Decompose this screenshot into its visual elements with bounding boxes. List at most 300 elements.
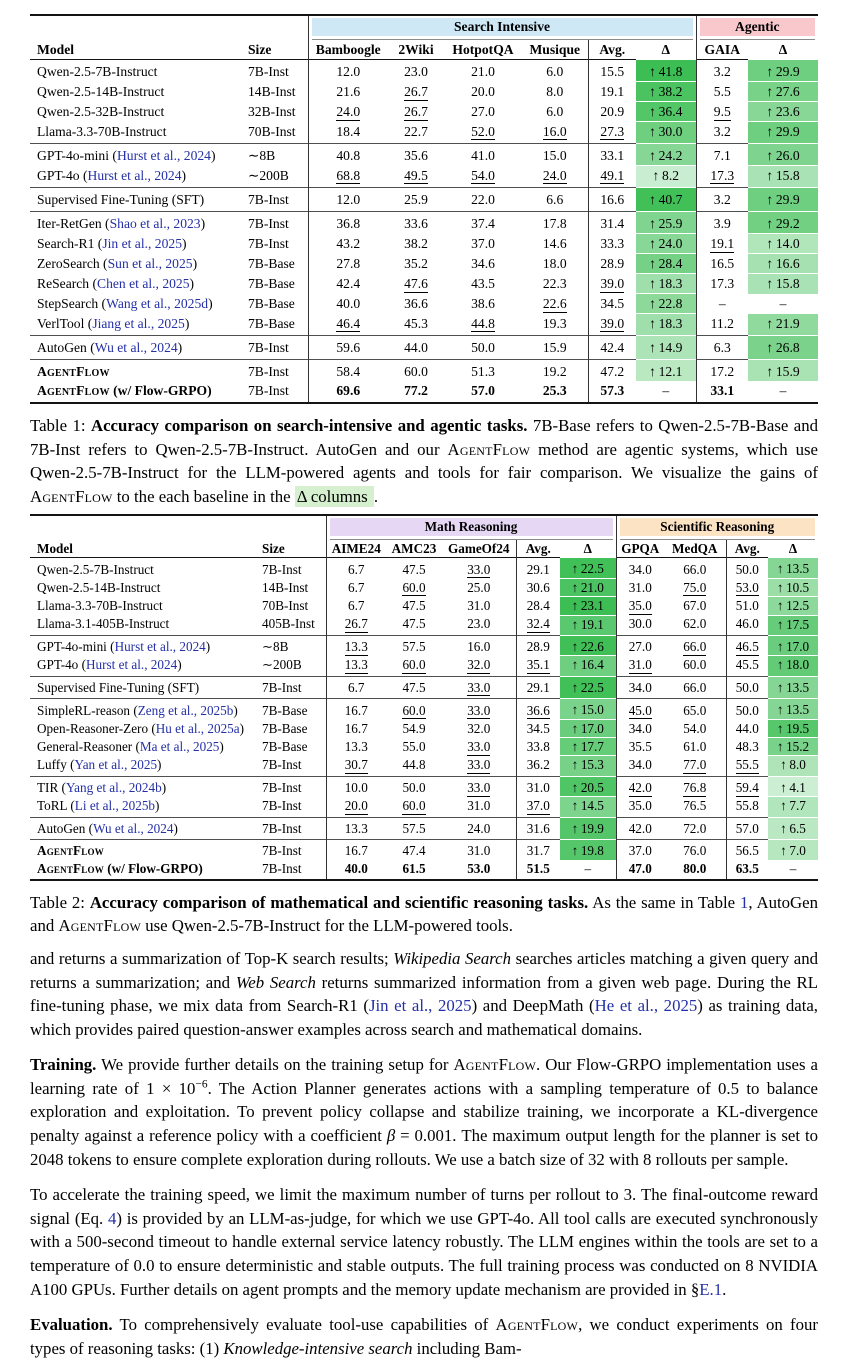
- underlined-score: 33.0: [467, 739, 491, 755]
- underlined-score: 44.8: [471, 315, 495, 331]
- model-name: Qwen-2.5-7B-Instruct: [37, 64, 158, 80]
- model-name-cell: GPT-4o (Hurst et al., 2024): [37, 657, 182, 673]
- model-name-cell: Luffy (Yan et al., 2025): [37, 757, 162, 773]
- score-cell: 76.0: [664, 840, 726, 860]
- score-cell: 16.5: [710, 256, 735, 271]
- underlined-score: 54.0: [471, 167, 495, 183]
- delta-gain-cell: ↑ 22.5: [560, 558, 616, 578]
- citation-link[interactable]: Wang et al., 2025d: [106, 296, 209, 311]
- citation-link[interactable]: Yang et al., 2024b: [65, 780, 162, 796]
- score-cell: [588, 381, 636, 403]
- score-cell: 20.0: [471, 84, 495, 99]
- underlined-score: 33.0: [467, 561, 491, 577]
- score-cell: 50.0: [735, 702, 759, 718]
- score-cell: 38.6: [471, 296, 495, 311]
- score-cell: 50.0: [471, 340, 495, 355]
- citation-link[interactable]: Shao et al., 2023: [109, 216, 201, 232]
- underlined-score: 35.1: [526, 657, 550, 673]
- table-row: [30, 817, 818, 839]
- model-name-cell: [30, 840, 262, 860]
- text-segment: AgentFlow: [30, 486, 113, 506]
- text-segment: returns summarized information from a given web page. During the RL fine-tuning phase, we mix data from Search-R1 (: [30, 972, 818, 1016]
- model-name: AutoGen: [37, 820, 86, 836]
- model-size-cell: 7B-Inst: [248, 360, 308, 382]
- underlined-score: 75.0: [683, 579, 707, 595]
- score-value: 57.3: [600, 383, 625, 398]
- score-cell: 12.0: [336, 64, 361, 80]
- model-size-cell: 7B-Inst: [248, 336, 308, 360]
- score-cell: 10.0: [344, 780, 368, 796]
- delta-gain-cell: ↑ 15.8: [748, 166, 818, 188]
- score-cell: [386, 578, 442, 596]
- group-label: Agentic: [700, 18, 816, 36]
- model-name-cell: [30, 102, 248, 122]
- delta-gain-cell: ↑ 19.8: [560, 840, 616, 860]
- score-cell: 44.8: [402, 757, 426, 773]
- score-cell: [386, 699, 442, 719]
- score-cell: [308, 381, 388, 403]
- delta-gain-cell: ↑ 12.1: [636, 360, 696, 382]
- score-cell: 14.6: [522, 234, 588, 254]
- text-segment: −6: [195, 1078, 208, 1091]
- table-row: [30, 212, 818, 234]
- delta-gain-cell: ↑ 24.0: [636, 234, 696, 254]
- score-cell: [726, 756, 768, 776]
- score-cell: 25.9: [404, 192, 428, 207]
- score-cell: 44.0: [404, 340, 428, 355]
- model-name-cell: [30, 188, 248, 212]
- score-cell: 29.1: [526, 561, 550, 577]
- model-name-cell: [30, 578, 262, 596]
- score-cell: 57.5: [402, 820, 426, 836]
- model-size-cell: 14B-Inst: [262, 578, 326, 596]
- score-cell: 8.0: [522, 82, 588, 102]
- score-cell: 40.8: [336, 148, 361, 164]
- score-cell: [616, 597, 664, 615]
- citation-link[interactable]: Yan et al., 2025: [74, 757, 158, 773]
- table-2-caption: [30, 891, 818, 938]
- model-name-cell: [30, 558, 262, 578]
- table-row: [30, 578, 818, 596]
- table-row: [30, 166, 818, 188]
- model-name-cell: [30, 615, 262, 635]
- score-cell: 16.7: [344, 702, 368, 718]
- score-cell: 27.0: [628, 639, 652, 655]
- score-cell: 18.4: [336, 123, 361, 139]
- score-cell: [616, 656, 664, 676]
- score-cell: 31.0: [628, 579, 652, 595]
- score-cell: 25.0: [442, 578, 516, 596]
- score-cell: 61.0: [664, 738, 726, 756]
- model-name: Llama-3.3-70B-Instruct: [37, 123, 167, 139]
- underlined-score: 45.0: [628, 702, 652, 718]
- underlined-score: 68.8: [336, 167, 361, 183]
- score-cell: –: [779, 383, 787, 398]
- score-cell: 66.0: [664, 558, 726, 578]
- score-cell: 31.7: [526, 843, 550, 859]
- ref-link[interactable]: 4: [108, 1208, 117, 1228]
- group-header-row: [30, 515, 818, 540]
- delta-gain-cell: ↑ 29.9: [748, 188, 818, 212]
- underlined-score: 39.0: [600, 315, 625, 331]
- table-row: [30, 144, 818, 166]
- model-name-cell: [30, 360, 248, 382]
- score-cell: [326, 636, 386, 656]
- column-header: AMC23: [391, 541, 437, 556]
- column-header: Avg.: [599, 42, 626, 57]
- model-name-cell: Iter-RetGen (Shao et al., 2023): [37, 216, 206, 232]
- score-cell: 43.5: [471, 276, 495, 291]
- model-name: Iter-RetGen: [37, 216, 102, 232]
- column-header: Musique: [522, 40, 588, 60]
- score-cell: 23.0: [442, 615, 516, 635]
- delta-gain-cell: ↑ 19.5: [768, 719, 818, 737]
- table-row: [30, 797, 818, 817]
- citation-link[interactable]: Hurst et al., 2024: [116, 148, 211, 164]
- column-header: 2Wiki: [398, 42, 434, 57]
- model-size-cell: 14B-Inst: [248, 82, 308, 102]
- score-cell: [664, 860, 726, 880]
- text-segment: Table 2:: [30, 892, 90, 912]
- score-cell: 7.1: [713, 148, 731, 164]
- column-header: GPQA: [621, 541, 660, 556]
- score-cell: 6.0: [522, 60, 588, 82]
- column-header: Avg.: [525, 541, 551, 556]
- model-size-cell: 7B-Base: [262, 738, 326, 756]
- score-cell: 32.0: [442, 719, 516, 737]
- score-cell: 30.6: [526, 579, 550, 595]
- model-name-cell: AutoGen (Wu et al., 2024): [37, 340, 183, 355]
- model-name: ReSearch: [37, 276, 90, 291]
- delta-gain-cell: ↑ 17.0: [560, 719, 616, 737]
- score-cell: [522, 166, 588, 188]
- citation-link[interactable]: Jin et al., 2025: [102, 236, 182, 251]
- ref-link[interactable]: 1: [739, 892, 749, 912]
- citation-link[interactable]: Wu et al., 2024: [94, 340, 178, 355]
- score-cell: 34.5: [600, 296, 625, 311]
- text-segment: and returns a summarization of Top-K search results;: [30, 948, 394, 968]
- table-row: [30, 381, 818, 403]
- score-cell: 19.2: [522, 360, 588, 382]
- model-name-cell: [30, 676, 262, 698]
- delta-gain-cell: ↑ 23.1: [560, 597, 616, 615]
- score-cell: [326, 756, 386, 776]
- score-cell: 28.9: [526, 639, 550, 655]
- score-cell: 36.8: [336, 216, 361, 232]
- model-name: GPT-4o: [37, 657, 79, 673]
- group-label: Search Intensive: [312, 18, 693, 36]
- score-cell: [696, 234, 748, 254]
- score-cell: [726, 776, 768, 796]
- model-size-cell: 7B-Inst: [262, 558, 326, 578]
- column-header: Δ: [636, 40, 696, 60]
- model-name-cell: [30, 82, 248, 102]
- citation-link[interactable]: Sun et al., 2025: [107, 256, 193, 271]
- delta-gain-cell: ↑ 24.2: [636, 144, 696, 166]
- table-row: [30, 558, 818, 578]
- text-segment: Wikipedia Search: [393, 948, 511, 968]
- citation-link[interactable]: Hurst et al., 2024: [114, 639, 206, 655]
- score-cell: 3.2: [713, 64, 731, 80]
- delta-gain-cell: ↑ 30.0: [636, 122, 696, 144]
- citation-link[interactable]: Wu et al., 2024: [93, 820, 174, 836]
- score-cell: 57.0: [735, 820, 759, 836]
- model-size-cell: 7B-Base: [262, 699, 326, 719]
- score-cell: 31.0: [442, 797, 516, 817]
- score-cell: 23.0: [404, 64, 428, 80]
- score-value: 77.2: [404, 383, 428, 398]
- score-cell: –: [718, 296, 726, 311]
- delta-gain-cell: ↑ 38.2: [636, 82, 696, 102]
- text-segment: = 0.001. The maximum output length for the planner is set to 2048 tokens to ensure complete exploration during rollouts. We use a batch size of 32 with 8 rollouts per sample.: [30, 1126, 819, 1169]
- delta-gain-cell: ↑ 14.9: [636, 336, 696, 360]
- column-header-row: [30, 540, 818, 558]
- table-row: [30, 840, 818, 860]
- delta-gain-cell: ↑ 27.6: [748, 82, 818, 102]
- model-size-cell: 7B-Inst: [262, 756, 326, 776]
- citation-link[interactable]: Hurst et al., 2024: [85, 657, 178, 673]
- table-row: [30, 360, 818, 382]
- score-value: 57.0: [471, 383, 495, 398]
- score-value: 40.0: [344, 860, 368, 876]
- score-cell: 42.4: [336, 276, 361, 291]
- table-row: [30, 636, 818, 656]
- score-cell: [388, 381, 444, 403]
- score-cell: 3.2: [713, 192, 731, 207]
- underlined-score: 19.1: [710, 236, 735, 251]
- text-segment: ) as training data, which provides paired question-answer examples across search and mathematical domains.: [30, 996, 819, 1039]
- column-header: HotpotQA: [452, 42, 514, 57]
- text-segment: ) and DeepMath (: [471, 996, 595, 1016]
- score-cell: 15.9: [522, 336, 588, 360]
- underlined-score: 27.3: [600, 123, 625, 139]
- score-cell: 28.4: [526, 598, 550, 614]
- score-cell: [442, 738, 516, 756]
- text-segment: Accuracy comparison of mathematical and scientific reasoning tasks.: [89, 892, 589, 912]
- delta-gain-cell: ↑ 40.7: [636, 188, 696, 212]
- text-segment: including Bam-: [412, 1338, 522, 1358]
- underlined-score: 42.0: [628, 780, 652, 796]
- citation-link[interactable]: Hurst et al., 2024: [87, 167, 182, 183]
- underlined-score: 53.0: [735, 579, 759, 595]
- score-cell: 33.3: [600, 236, 625, 251]
- text-segment: 7B-Base refers to Qwen-2.5-7B-Base and 7B-Inst refers to Qwen-2.5-7B-Instruct. AutoGen and our: [30, 416, 818, 459]
- score-cell: 51.3: [471, 364, 495, 379]
- score-cell: [444, 166, 522, 188]
- text-segment: As the same in Table: [588, 892, 740, 912]
- score-cell: [442, 558, 516, 578]
- score-cell: 15.0: [522, 144, 588, 166]
- citation-link[interactable]: Hu et al., 2025a: [155, 720, 240, 736]
- score-cell: 36.6: [404, 296, 428, 311]
- underlined-score: 13.3: [344, 657, 368, 673]
- text-segment: Knowledge-intensive search: [223, 1338, 413, 1358]
- underlined-score: 60.0: [402, 579, 426, 595]
- underlined-score: 33.0: [467, 757, 491, 773]
- score-cell: [588, 166, 636, 188]
- delta-gain-cell: ↑ 18.3: [636, 314, 696, 336]
- text-segment: AgentFlow: [495, 1315, 579, 1335]
- model-name: AutoGen: [37, 340, 87, 355]
- delta-gain-cell: ↑ 12.5: [768, 597, 818, 615]
- column-group-header: [696, 15, 818, 40]
- model-name: Llama-3.1-405B-Instruct: [37, 616, 170, 632]
- score-cell: 34.0: [628, 720, 652, 736]
- text-segment: , AutoGen and: [30, 892, 818, 936]
- table-row: [30, 676, 818, 698]
- model-size-cell: 7B-Base: [248, 314, 308, 336]
- column-group-header: [616, 515, 818, 540]
- score-cell: 40.0: [336, 296, 361, 311]
- table-row: [30, 699, 818, 719]
- score-cell: [308, 314, 388, 336]
- text-segment: AgentFlow: [58, 916, 142, 936]
- underlined-score: 55.5: [735, 757, 759, 773]
- delta-gain-cell: ↑ 16.4: [560, 656, 616, 676]
- score-cell: 21.0: [471, 64, 495, 80]
- underlined-score: 26.7: [344, 616, 368, 632]
- score-cell: [326, 615, 386, 635]
- citation-link[interactable]: Li et al., 2025b: [74, 798, 156, 814]
- citation-link[interactable]: Jiang et al., 2025: [92, 315, 185, 331]
- model-size-cell: 7B-Inst: [262, 840, 326, 860]
- score-cell: 38.2: [404, 236, 428, 251]
- score-cell: 58.4: [336, 364, 361, 379]
- delta-gain-cell: ↑ 15.9: [748, 360, 818, 382]
- score-cell: 47.5: [402, 616, 426, 632]
- score-cell: [696, 381, 748, 403]
- model-size-cell: 7B-Inst: [262, 776, 326, 796]
- score-cell: 59.6: [336, 340, 361, 355]
- model-size-cell: 70B-Inst: [262, 597, 326, 615]
- paragraph-training: [30, 1053, 818, 1171]
- table-row: [30, 756, 818, 776]
- score-cell: 18.0: [522, 254, 588, 274]
- underlined-score: 33.0: [467, 780, 491, 796]
- score-cell: 36.2: [526, 757, 550, 773]
- delta-gain-cell: ↑ 15.8: [748, 274, 818, 294]
- table-row: [30, 254, 818, 274]
- text-segment: Evaluation.: [30, 1315, 113, 1335]
- ref-link[interactable]: He et al., 2025: [594, 996, 698, 1016]
- score-cell: [616, 699, 664, 719]
- table-row: [30, 860, 818, 880]
- model-name: GPT-4o-mini: [37, 639, 107, 655]
- score-cell: [388, 166, 444, 188]
- model-name-cell: ToRL (Li et al., 2025b): [37, 798, 160, 814]
- score-value: 25.3: [542, 383, 567, 398]
- model-name-cell: SimpleRL-reason (Zeng et al., 2025b): [37, 702, 238, 718]
- model-name: Qwen-2.5-14B-Instruct: [37, 579, 161, 595]
- ref-link[interactable]: E.1: [699, 1279, 723, 1299]
- model-size-cell: 7B-Base: [248, 274, 308, 294]
- model-size-cell: ∼200B: [248, 166, 308, 188]
- delta-gain-cell: ↑ 6.5: [768, 817, 818, 839]
- score-cell: 16.0: [442, 636, 516, 656]
- model-name: AgentFlow: [37, 843, 104, 859]
- text-segment: .: [722, 1279, 727, 1299]
- score-cell: 5.5: [713, 84, 731, 99]
- score-cell: 33.8: [526, 739, 550, 755]
- model-name-cell: ReSearch (Chen et al., 2025): [37, 276, 195, 291]
- delta-gain-cell: ↑ 4.1: [768, 776, 818, 796]
- text-segment: We provide further details on the training setup for: [96, 1055, 454, 1075]
- citation-link[interactable]: Ma et al., 2025: [139, 739, 220, 755]
- underlined-score: 24.0: [542, 167, 567, 183]
- model-size-cell: 405B-Inst: [262, 615, 326, 635]
- column-group-header: [326, 515, 616, 540]
- score-cell: 60.0: [404, 364, 428, 379]
- underlined-score: 9.5: [713, 104, 731, 119]
- score-cell: 3.2: [713, 123, 731, 139]
- score-cell: 35.2: [404, 256, 428, 271]
- column-header: Model: [37, 541, 73, 556]
- underlined-score: 66.0: [683, 639, 707, 655]
- delta-gain-cell: ↑ 8.2: [636, 166, 696, 188]
- column-header: Size: [262, 540, 326, 558]
- score-value: 53.0: [467, 860, 491, 876]
- table-1-search-agentic-accuracy: [30, 14, 818, 404]
- group-header-spacer: [30, 515, 326, 540]
- score-cell: 47.5: [402, 561, 426, 577]
- underlined-score: 39.0: [600, 276, 625, 291]
- underlined-score: 49.5: [404, 167, 428, 183]
- table-row: [30, 776, 818, 796]
- delta-gain-cell: ↑ 21.0: [560, 578, 616, 596]
- table-row: [30, 336, 818, 360]
- column-header-row: [30, 40, 818, 60]
- score-cell: 66.0: [664, 676, 726, 698]
- delta-gain-cell: ↑ 22.8: [636, 294, 696, 314]
- delta-gain-cell: ↑ 20.5: [560, 776, 616, 796]
- model-name: ToRL: [37, 798, 68, 814]
- underlined-score: 22.6: [542, 296, 567, 311]
- model-name: Llama-3.3-70B-Instruct: [37, 598, 163, 614]
- column-header: Model: [37, 42, 74, 57]
- score-cell: [386, 656, 442, 676]
- score-cell: 55.0: [402, 739, 426, 755]
- score-cell: 65.0: [664, 699, 726, 719]
- citation-link[interactable]: Zeng et al., 2025b: [137, 702, 234, 718]
- delta-gain-cell: ↑ 21.9: [748, 314, 818, 336]
- score-cell: [444, 381, 522, 403]
- model-size-cell: 70B-Inst: [248, 122, 308, 144]
- delta-gain-cell: ↑ 19.1: [560, 615, 616, 635]
- score-cell: [388, 82, 444, 102]
- score-cell: 37.4: [471, 216, 495, 232]
- text-segment: β: [386, 1126, 396, 1146]
- model-name: StepSearch: [37, 296, 99, 311]
- score-cell: 6.6: [522, 188, 588, 212]
- ref-link[interactable]: Jin et al., 2025: [368, 996, 472, 1016]
- score-cell: 41.0: [471, 148, 495, 164]
- score-cell: 50.0: [735, 679, 759, 695]
- delta-gain-cell: ↑ 29.9: [748, 122, 818, 144]
- score-cell: 37.0: [471, 236, 495, 251]
- text-segment: AgentFlow: [453, 1055, 537, 1075]
- underlined-score: 59.4: [735, 780, 759, 796]
- score-cell: 35.5: [628, 739, 652, 755]
- citation-link[interactable]: Chen et al., 2025: [97, 276, 190, 291]
- table-1-caption: [30, 414, 818, 508]
- delta-gain-cell: ↑ 8.0: [768, 756, 818, 776]
- underlined-score: 24.0: [336, 104, 361, 119]
- underlined-score: 60.0: [402, 702, 426, 718]
- model-name: Supervised Fine-Tuning (SFT): [37, 192, 205, 207]
- delta-gain-cell: ↑ 17.0: [768, 636, 818, 656]
- model-name-cell: Search-R1 (Jin et al., 2025): [37, 236, 187, 251]
- score-cell: 16.6: [600, 192, 625, 207]
